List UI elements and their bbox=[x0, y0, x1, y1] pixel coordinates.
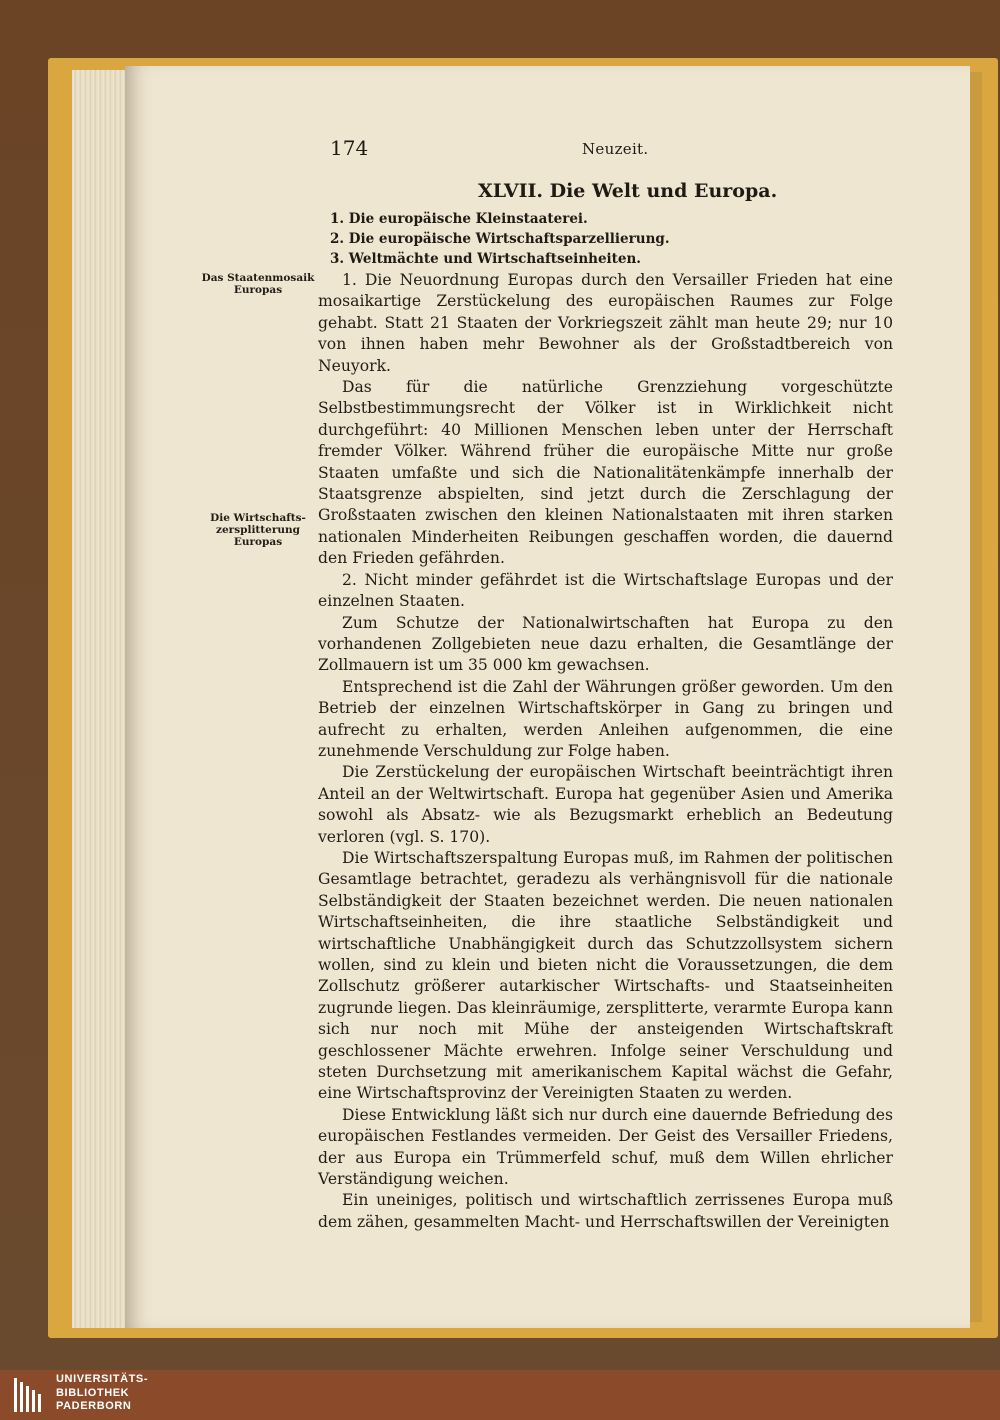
cover-edge-right bbox=[968, 72, 982, 1322]
paragraph: Diese Entwicklung läßt sich nur durch eine dauernde Befriedung des europäischen Festlandes vermeiden. Der Geist des Versailler Friedens, der aus Europa ein Trümmerfeld schuf, muß dem Willen ehrlicher Verständigung weichen. bbox=[318, 1105, 893, 1189]
library-name-line: UNIVERSITÄTS- bbox=[56, 1373, 149, 1385]
library-logo-icon bbox=[12, 1376, 46, 1414]
chapter-contents bbox=[330, 209, 670, 269]
toc-item: 2. Die europäische Wirtschaftsparzellierung. bbox=[330, 231, 670, 247]
library-name-line: PADERBORN bbox=[56, 1400, 132, 1412]
margin-note-wirtschaftszersplitterung: Die Wirtschafts-zersplitterung Europas bbox=[210, 512, 306, 548]
toc-item: 3. Weltmächte und Wirtschaftseinheiten. bbox=[330, 251, 642, 267]
paragraph: Die Wirtschaftszerspaltung Europas muß, im Rahmen der politischen Gesamtlage betrachtet, geradezu als verhängnisvoll für die nationale Selbständigkeit der Staaten bezeichnet werden. Die neuen nationalen Wirtschaftseinheiten, die ihre staatliche Selbständigkeit und wirtschaftliche Unabhängigkeit durch das Schutzzollsystem sichern wollen, sind zu klein und bieten nicht die Voraussetzungen, die dem Zollschutz größerer autarkischer Wirtschafts- und Staatseinheiten zugrunde liegen. Das kleinräumige, zersplitterte, verarmte Europa kann sich nur noch mit Mühe der ansteigenden Wirtschaftskraft geschlossener Mächte erwehren. Infolge seiner Verschuldung und steten Durchsetzung mit amerikanischem Kapital wächst die Gefahr, eine Wirtschaftsprovinz der Vereinigten Staaten zu werden. bbox=[318, 848, 893, 1103]
running-head: Neuzeit. bbox=[582, 140, 649, 158]
chapter-title: XLVII. Die Welt und Europa. bbox=[478, 180, 778, 202]
paragraph: Ein uneiniges, politisch und wirtschaftlich zerrissenes Europa muß dem zähen, gesammelten Macht- und Herrschaftswillen der Vereinigten bbox=[318, 1191, 893, 1231]
body-text bbox=[318, 270, 893, 1233]
paragraph: Das für die natürliche Grenzziehung vorgeschützte Selbstbestimmungsrecht der Völker ist in Wirklichkeit nicht durchgeführt: 40 Millionen Menschen leben unter der Herrschaft fremder Völker. Während früher die europäische Mitte nur große Staaten umfaßte und sich die Nationalitätenkämpfe innerhalb der Staatsgrenze abspielten, sind jetzt durch die Zerschlagung der Großstaaten zwischen den kleinen Nationalstaaten mit ihren starken nationalen Minderheiten Reibungen geschaffen worden, die dauernd den Frieden gefährden. bbox=[318, 378, 893, 568]
toc-item: 1. Die europäische Kleinstaaterei. bbox=[330, 211, 588, 227]
page-edges bbox=[72, 70, 132, 1328]
paragraph: 1. Die Neuordnung Europas durch den Versailler Frieden hat eine mosaikartige Zerstückelung des europäischen Raumes zur Folge gehabt. Statt 21 Staaten der Vorkriegszeit zählt man heute 29; nur 10 von ihnen haben mehr Bewohner als der Großstadtbereich von Neuyork. bbox=[318, 271, 893, 375]
library-name-line: BIBLIOTHEK bbox=[56, 1386, 130, 1399]
margin-note-staatenmosaik: Das Staatenmosaik Europas bbox=[201, 272, 315, 296]
library-name bbox=[56, 1373, 148, 1414]
paragraph: Die Zerstückelung der europäischen Wirtschaft beeinträchtigt ihren Anteil an der Weltwirtschaft. Europa hat gegenüber Asien und Amerika sowohl als Absatz- wie als Bezugsmarkt erheblich an Bedeutung verloren (vgl. S. 170). bbox=[318, 763, 893, 846]
paragraph: 2. Nicht minder gefährdet ist die Wirtschaftslage Europas und der einzelnen Staaten. bbox=[318, 570, 893, 611]
library-footer bbox=[0, 1370, 1000, 1420]
paragraph: Zum Schutze der Nationalwirtschaften hat Europa zu den vorhandenen Zollgebieten neue dazu erhalten, die Gesamtlänge der Zollmauern ist um 35 000 km gewachsen. bbox=[318, 613, 893, 675]
page-number: 174 bbox=[330, 136, 369, 160]
paragraph: Entsprechend ist die Zahl der Währungen größer geworden. Um den Betrieb der einzelnen Wirtschaftskörper in Gang zu bringen und aufrecht zu erhalten, werden Anleihen aufgenommen, die eine zunehmende Verschuldung zur Folge haben. bbox=[318, 677, 893, 760]
